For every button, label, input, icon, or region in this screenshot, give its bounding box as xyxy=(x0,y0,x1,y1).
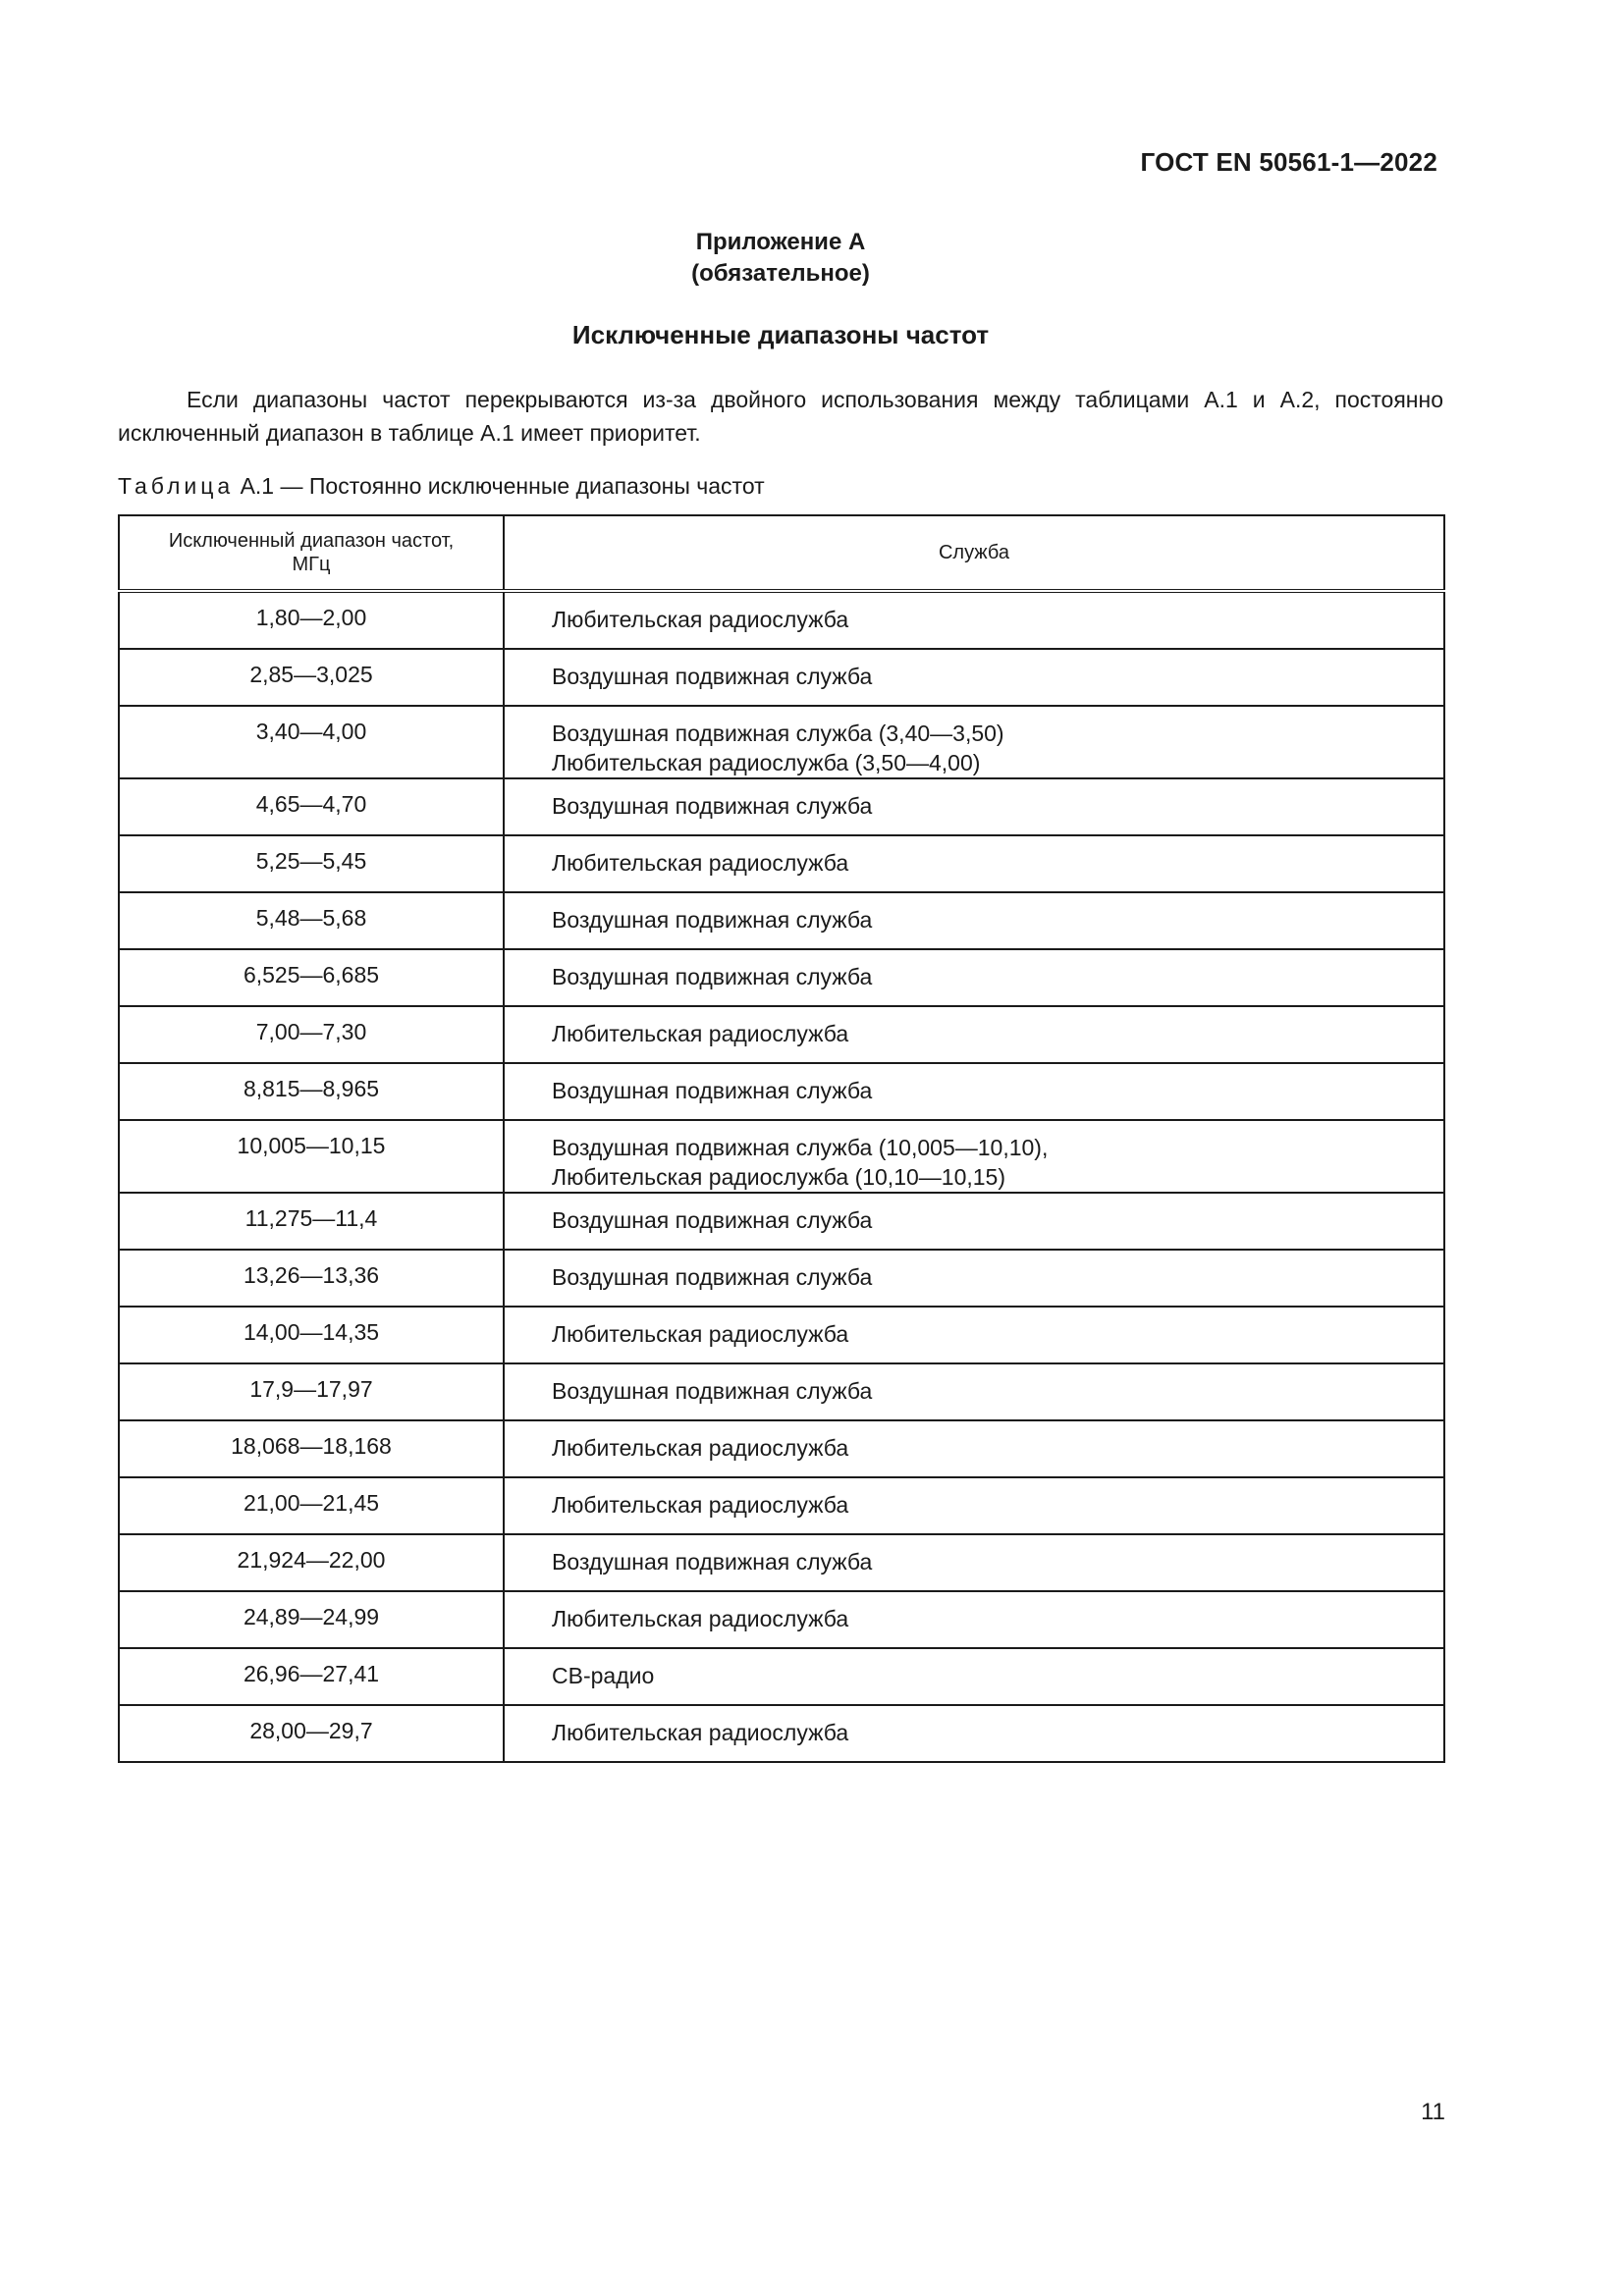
service-cell xyxy=(504,1063,1444,1120)
table-row xyxy=(119,1420,1444,1477)
range-cell: 2,85—3,025 xyxy=(119,649,504,706)
service-cell xyxy=(504,591,1444,649)
range-cell: 11,275—11,4 xyxy=(119,1193,504,1250)
service-line: Любительская радиослужба xyxy=(552,1021,849,1046)
service-line: Любительская радиослужба xyxy=(552,1492,849,1518)
table-caption xyxy=(118,473,765,500)
header-range-line1: Исключенный диапазон частот, xyxy=(168,530,455,552)
range-cell: 5,48—5,68 xyxy=(119,892,504,949)
range-cell: 21,00—21,45 xyxy=(119,1477,504,1534)
service-line: Любительская радиослужба xyxy=(552,1321,849,1347)
table-row xyxy=(119,1250,1444,1307)
table-row xyxy=(119,649,1444,706)
range-cell: 24,89—24,99 xyxy=(119,1591,504,1648)
service-cell xyxy=(504,1534,1444,1591)
header-range xyxy=(119,515,504,591)
service-cell xyxy=(504,706,1444,778)
service-cell xyxy=(504,1648,1444,1705)
service-cell xyxy=(504,949,1444,1006)
service-line: Любительская радиослужба xyxy=(552,1606,849,1631)
range-cell: 4,65—4,70 xyxy=(119,778,504,835)
table-row xyxy=(119,1063,1444,1120)
range-cell: 5,25—5,45 xyxy=(119,835,504,892)
appendix-status: (обязательное) xyxy=(691,260,870,287)
intro-paragraph: Если диапазоны частот перекрываются из-за двойного использования между таблицами А.1 и А.2, постоянно исключенный диапазон в таблице А.1 имеет приоритет. xyxy=(118,387,1443,446)
service-line: Любительская радиослужба xyxy=(552,1720,849,1745)
table-row xyxy=(119,1363,1444,1420)
service-cell xyxy=(504,1193,1444,1250)
range-cell: 7,00—7,30 xyxy=(119,1006,504,1063)
table-row xyxy=(119,1193,1444,1250)
service-line: Любительская радиослужба (3,50—4,00) xyxy=(552,750,981,775)
range-cell: 13,26—13,36 xyxy=(119,1250,504,1307)
service-cell xyxy=(504,1307,1444,1363)
range-cell: 14,00—14,35 xyxy=(119,1307,504,1363)
table-row xyxy=(119,1648,1444,1705)
service-cell xyxy=(504,1363,1444,1420)
range-cell: 6,525—6,685 xyxy=(119,949,504,1006)
table-row xyxy=(119,835,1444,892)
service-line: Воздушная подвижная служба xyxy=(552,1264,873,1290)
service-cell xyxy=(504,1477,1444,1534)
range-cell: 1,80—2,00 xyxy=(119,591,504,649)
service-cell xyxy=(504,1250,1444,1307)
appendix-title: Приложение А xyxy=(695,229,866,255)
page-number: 11 xyxy=(1421,2099,1445,2125)
table-header-row xyxy=(119,515,1444,591)
service-line: Любительская радиослужба xyxy=(552,850,849,876)
service-line: Воздушная подвижная служба (3,40—3,50) xyxy=(552,721,1004,746)
table-row xyxy=(119,1307,1444,1363)
table-body xyxy=(119,591,1444,1762)
table-row xyxy=(119,706,1444,778)
service-cell xyxy=(504,1006,1444,1063)
service-line: Воздушная подвижная служба (10,005—10,10), xyxy=(552,1135,1049,1160)
service-line: Воздушная подвижная служба xyxy=(552,964,873,989)
service-line: Любительская радиослужба (10,10—10,15) xyxy=(552,1164,1005,1190)
table-caption-text: А.1 — Постоянно исключенные диапазоны частот xyxy=(240,473,765,499)
service-cell xyxy=(504,892,1444,949)
table-row xyxy=(119,1591,1444,1648)
table-row xyxy=(119,591,1444,649)
frequency-table xyxy=(118,514,1445,1763)
table-row xyxy=(119,949,1444,1006)
service-line: Воздушная подвижная служба xyxy=(552,1207,873,1233)
range-cell: 3,40—4,00 xyxy=(119,706,504,778)
service-cell xyxy=(504,1120,1444,1193)
service-cell xyxy=(504,835,1444,892)
service-line: Воздушная подвижная служба xyxy=(552,793,873,819)
appendix-heading xyxy=(0,227,1561,290)
header-service: Служба xyxy=(504,515,1444,591)
table-row xyxy=(119,1120,1444,1193)
range-cell: 21,924—22,00 xyxy=(119,1534,504,1591)
standard-code: ГОСТ EN 50561-1—2022 xyxy=(1140,147,1437,177)
range-cell: 26,96—27,41 xyxy=(119,1648,504,1705)
table-row xyxy=(119,1534,1444,1591)
service-line: CB-радио xyxy=(552,1663,655,1688)
service-line: Воздушная подвижная служба xyxy=(552,664,873,689)
table-caption-label: Таблица xyxy=(118,473,235,499)
service-line: Воздушная подвижная служба xyxy=(552,1378,873,1404)
service-cell xyxy=(504,1591,1444,1648)
service-cell xyxy=(504,778,1444,835)
service-cell xyxy=(504,1705,1444,1762)
table-row xyxy=(119,892,1444,949)
range-cell: 8,815—8,965 xyxy=(119,1063,504,1120)
service-line: Воздушная подвижная служба xyxy=(552,1078,873,1103)
table-row xyxy=(119,1006,1444,1063)
service-line: Воздушная подвижная служба xyxy=(552,907,873,933)
range-cell: 18,068—18,168 xyxy=(119,1420,504,1477)
service-cell xyxy=(504,1420,1444,1477)
range-cell: 28,00—29,7 xyxy=(119,1705,504,1762)
service-cell xyxy=(504,649,1444,706)
range-cell: 17,9—17,97 xyxy=(119,1363,504,1420)
table-row xyxy=(119,778,1444,835)
header-range-line2: МГц xyxy=(292,554,331,575)
table-row xyxy=(119,1477,1444,1534)
service-line: Любительская радиослужба xyxy=(552,1435,849,1461)
range-cell: 10,005—10,15 xyxy=(119,1120,504,1193)
table-row xyxy=(119,1705,1444,1762)
section-title: Исключенные диапазоны частот xyxy=(571,320,990,349)
service-line: Воздушная подвижная служба xyxy=(552,1549,873,1575)
service-line: Любительская радиослужба xyxy=(552,607,849,632)
